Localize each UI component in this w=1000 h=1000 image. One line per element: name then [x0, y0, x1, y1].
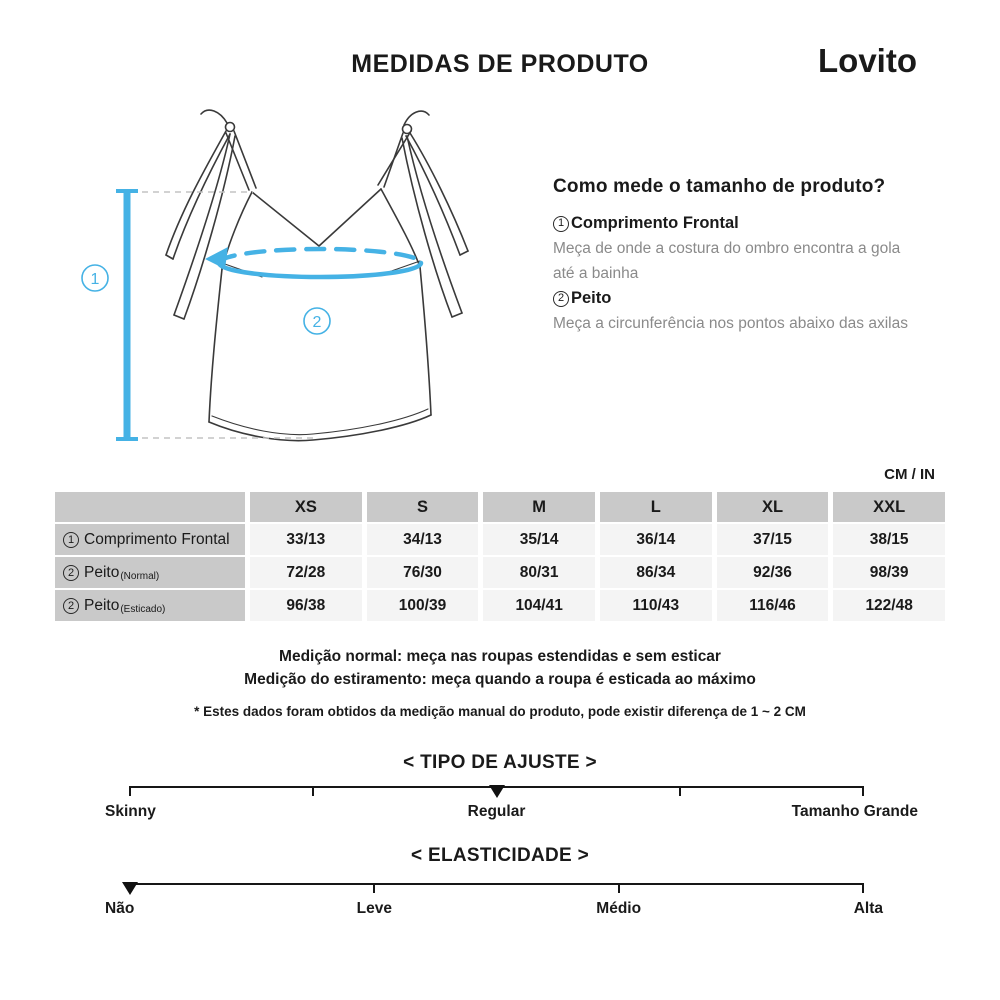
circled-number: 1	[553, 216, 569, 232]
row-label	[55, 524, 245, 555]
table-cell: 80/31	[483, 557, 595, 588]
measurement-notes	[0, 645, 1000, 691]
circled-number: 1	[63, 532, 79, 548]
elasticity-label-leve: Leve	[356, 900, 392, 917]
instruction-item-title	[553, 211, 938, 236]
row-label-text: Peito(Normal)	[84, 563, 160, 582]
table-cell: 104/41	[483, 590, 595, 621]
elasticity-scale-title: < ELASTICIDADE >	[411, 845, 589, 866]
circled-number: 2	[63, 598, 79, 614]
table-cell: 110/43	[600, 590, 712, 621]
fit-label-skinny: Skinny	[105, 803, 156, 820]
scale-tick	[862, 883, 864, 893]
instruction-label: Comprimento Frontal	[571, 214, 739, 232]
elasticity-marker-icon	[122, 882, 138, 895]
note-line: Medição do estiramento: meça quando a roupa é esticada ao máximo	[244, 671, 756, 688]
table-cell: 36/14	[600, 524, 712, 555]
table-cell: 86/34	[600, 557, 712, 588]
note-line: Medição normal: meça nas roupas estendidas e sem esticar	[279, 648, 721, 665]
unit-label: CM / IN	[884, 466, 935, 483]
brand-logo: Lovito	[818, 42, 917, 79]
measurement-guide-lines	[131, 192, 318, 438]
scale-tick	[373, 883, 375, 893]
measure-instructions	[553, 176, 938, 336]
fit-label-oversize: Tamanho Grande	[791, 803, 918, 820]
table-cell: 35/14	[483, 524, 595, 555]
table-cell: 116/46	[717, 590, 829, 621]
table-cell: 37/15	[717, 524, 829, 555]
row-label-sub: (Normal)	[120, 570, 160, 582]
size-table	[55, 492, 945, 621]
length-measure-bar	[116, 189, 138, 441]
scale-tick	[312, 786, 314, 796]
instruction-description: Meça a circunferência nos pontos abaixo das axilas	[553, 315, 908, 332]
scale-tick	[679, 786, 681, 796]
table-cell: 76/30	[367, 557, 479, 588]
column-header: XXL	[833, 492, 945, 522]
instruction-description: Meça de onde a costura do ombro encontra a gola até a bainha	[553, 240, 901, 282]
table-cell: 33/13	[250, 524, 362, 555]
arrow-icon	[205, 247, 228, 269]
elasticity-label-medio: Médio	[596, 900, 642, 917]
garment-measurement-diagram	[60, 105, 540, 475]
row-label-text: Comprimento Frontal	[84, 530, 230, 548]
column-header: S	[367, 492, 479, 522]
instructions-heading: Como mede o tamanho de produto?	[553, 176, 886, 197]
table-cell: 98/39	[833, 557, 945, 588]
chest-measure-ellipse	[205, 247, 421, 277]
circled-number: 2	[553, 291, 569, 307]
table-cell: 92/36	[717, 557, 829, 588]
fit-scale-title: < TIPO DE AJUSTE >	[403, 752, 597, 773]
instruction-label: Peito	[571, 289, 612, 307]
fit-label-regular: Regular	[467, 803, 526, 820]
circled-2-badge	[304, 308, 330, 334]
table-cell: 72/28	[250, 557, 362, 588]
table-cell: 100/39	[367, 590, 479, 621]
row-label-text: Peito(Esticado)	[84, 596, 166, 615]
fit-scale	[105, 786, 918, 820]
table-cell: 122/48	[833, 590, 945, 621]
table-cell: 96/38	[250, 590, 362, 621]
column-header: L	[600, 492, 712, 522]
table-cell: 38/15	[833, 524, 945, 555]
elasticity-label-nao: Não	[105, 900, 135, 917]
table-cell: 34/13	[367, 524, 479, 555]
column-header: XS	[250, 492, 362, 522]
svg-text:1: 1	[90, 271, 100, 288]
circled-number: 2	[63, 565, 79, 581]
scale-tick	[862, 786, 864, 796]
svg-text:2: 2	[312, 314, 322, 331]
row-label	[55, 590, 245, 621]
disclaimer-note: * Estes dados foram obtidos da medição manual do produto, pode existir diferença de 1 ~ 2 CM	[194, 704, 806, 719]
row-label-sub: (Esticado)	[120, 603, 166, 615]
elasticity-scale	[105, 883, 883, 917]
scale-tick	[618, 883, 620, 893]
fit-marker-icon	[489, 785, 505, 798]
column-header: XL	[717, 492, 829, 522]
page-title: MEDIDAS DE PRODUTO	[351, 50, 649, 78]
row-label	[55, 557, 245, 588]
column-header: M	[483, 492, 595, 522]
table-corner-cell	[55, 492, 245, 522]
instruction-item-title	[553, 286, 938, 311]
scale-tick	[129, 786, 131, 796]
elasticity-label-alta: Alta	[853, 900, 883, 917]
circled-1-badge	[82, 265, 108, 291]
